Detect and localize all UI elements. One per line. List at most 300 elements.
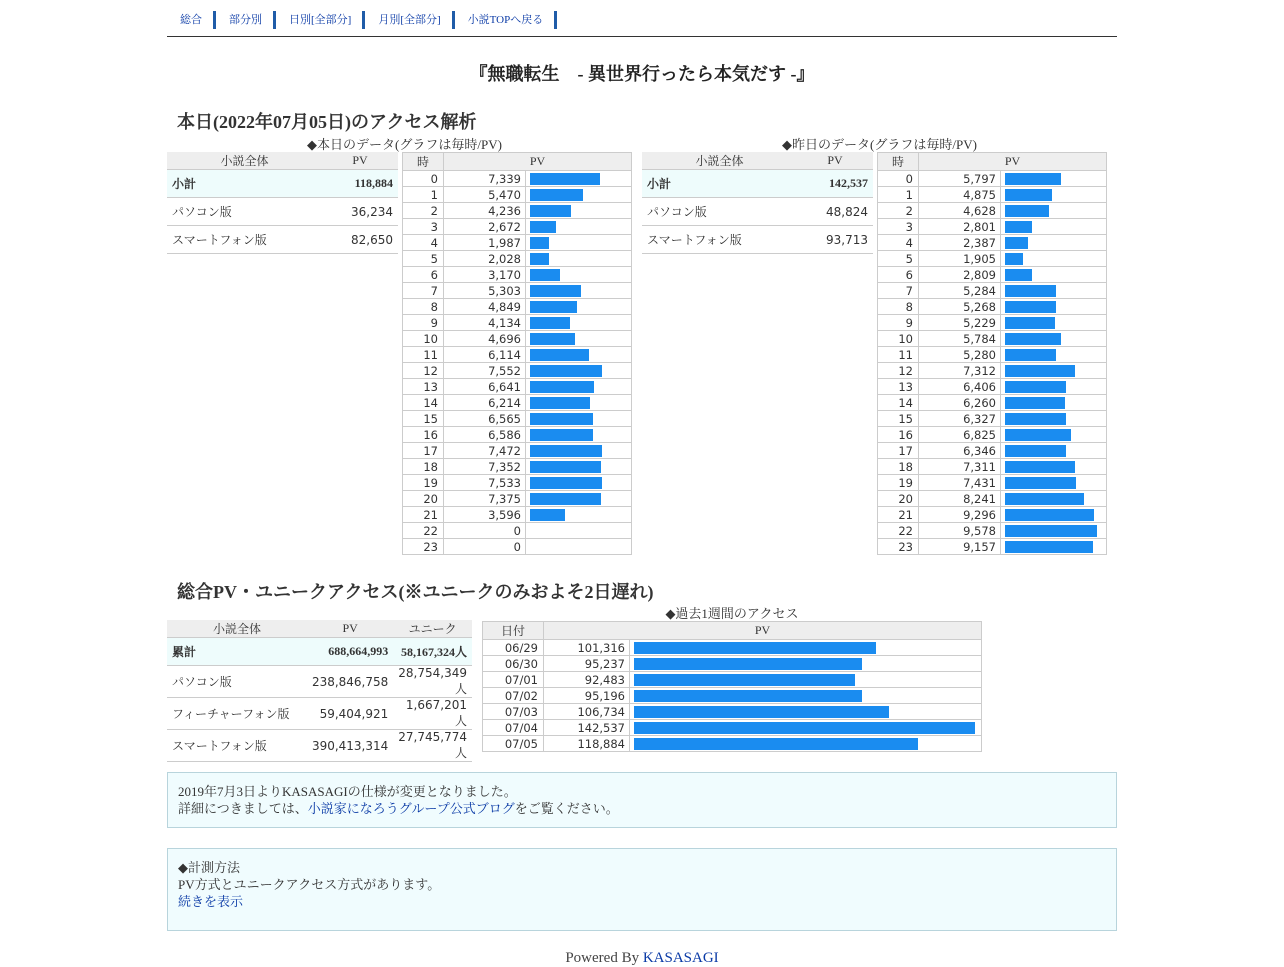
week-caption: ◆過去1週間のアクセス bbox=[665, 606, 799, 621]
bar bbox=[530, 413, 593, 425]
row-value: 48,824 bbox=[797, 198, 873, 226]
nav-item-overall[interactable] bbox=[167, 11, 216, 29]
row-value: 93,713 bbox=[797, 226, 873, 254]
bar bbox=[1005, 317, 1055, 329]
table-row bbox=[167, 730, 472, 762]
bar-label: 7 bbox=[403, 283, 444, 299]
bar-label: 8 bbox=[878, 299, 919, 315]
nav-link-monthly[interactable]: 月別[全部分] bbox=[378, 14, 441, 26]
bar-cell bbox=[1001, 475, 1107, 491]
col-header: 時 bbox=[403, 153, 444, 171]
bar-row bbox=[878, 379, 1107, 395]
bar bbox=[530, 461, 601, 473]
bar bbox=[530, 173, 600, 185]
today-hourly-table bbox=[402, 152, 632, 555]
row-unique: 27,745,774人 bbox=[393, 730, 472, 762]
col-header: PV bbox=[544, 622, 982, 640]
bar-row bbox=[483, 672, 982, 688]
bar bbox=[1005, 173, 1061, 185]
bar-label: 19 bbox=[403, 475, 444, 491]
bar-row bbox=[878, 219, 1107, 235]
bar-row bbox=[403, 299, 632, 315]
bar-row bbox=[403, 363, 632, 379]
bar-value: 95,237 bbox=[544, 656, 630, 672]
row-value: 118,884 bbox=[322, 170, 398, 198]
bar-value: 101,316 bbox=[544, 640, 630, 656]
table-row bbox=[642, 170, 873, 198]
bar-row bbox=[878, 187, 1107, 203]
bar-value: 6,114 bbox=[444, 347, 526, 363]
row-unique: 1,667,201人 bbox=[393, 698, 472, 730]
bar-row bbox=[878, 523, 1107, 539]
method-text: PV方式とユニークアクセス方式があります。 bbox=[178, 877, 441, 892]
bar-label: 13 bbox=[403, 379, 444, 395]
bar-label: 18 bbox=[878, 459, 919, 475]
bar-row bbox=[403, 267, 632, 283]
bar-value: 7,312 bbox=[919, 363, 1001, 379]
footer bbox=[167, 950, 1117, 967]
bar-label: 22 bbox=[403, 523, 444, 539]
bar-label: 16 bbox=[878, 427, 919, 443]
bar-cell bbox=[526, 203, 632, 219]
bar-cell bbox=[1001, 315, 1107, 331]
bar-cell bbox=[630, 704, 982, 720]
bar-label: 2 bbox=[403, 203, 444, 219]
nav-link-novel-top[interactable]: 小説TOPへ戻る bbox=[467, 14, 544, 26]
bar-label: 11 bbox=[878, 347, 919, 363]
bar-label: 23 bbox=[878, 539, 919, 555]
row-label: パソコン版 bbox=[167, 198, 322, 226]
bar bbox=[634, 658, 862, 670]
bar-cell bbox=[1001, 187, 1107, 203]
bar-cell bbox=[630, 656, 982, 672]
bar-row bbox=[483, 640, 982, 656]
today-heading: 本日(2022年07月05日)のアクセス解析 bbox=[177, 112, 477, 132]
bar-cell bbox=[1001, 459, 1107, 475]
bar-cell bbox=[526, 219, 632, 235]
bar bbox=[1005, 301, 1056, 313]
bar-row bbox=[403, 219, 632, 235]
bar-row bbox=[878, 459, 1107, 475]
nav-item-parts[interactable] bbox=[216, 11, 276, 29]
bar bbox=[1005, 365, 1075, 377]
nav-item-monthly[interactable] bbox=[365, 11, 454, 29]
bar-row bbox=[878, 363, 1107, 379]
bar-cell bbox=[1001, 363, 1107, 379]
bar bbox=[530, 269, 560, 281]
method-box bbox=[167, 848, 1117, 931]
bar-value: 118,884 bbox=[544, 736, 630, 752]
bar-cell bbox=[526, 427, 632, 443]
bar bbox=[1005, 541, 1093, 553]
bar-cell bbox=[526, 347, 632, 363]
bar-row bbox=[403, 235, 632, 251]
bar-value: 0 bbox=[444, 539, 526, 555]
bar-cell bbox=[1001, 171, 1107, 187]
bar-row bbox=[403, 475, 632, 491]
row-label: 小計 bbox=[642, 170, 797, 198]
bar-value: 4,134 bbox=[444, 315, 526, 331]
bar bbox=[1005, 237, 1028, 249]
bar-label: 06/29 bbox=[483, 640, 544, 656]
bar-label: 23 bbox=[403, 539, 444, 555]
bar bbox=[1005, 461, 1075, 473]
bar-cell bbox=[526, 235, 632, 251]
bar-row bbox=[403, 187, 632, 203]
bar-label: 17 bbox=[403, 443, 444, 459]
bar-value: 6,327 bbox=[919, 411, 1001, 427]
bar-cell bbox=[1001, 411, 1107, 427]
bar bbox=[1005, 509, 1094, 521]
bar-label: 07/03 bbox=[483, 704, 544, 720]
bar-value: 7,431 bbox=[919, 475, 1001, 491]
col-header: PV bbox=[307, 620, 393, 638]
bar-row bbox=[403, 283, 632, 299]
bar bbox=[530, 381, 594, 393]
col-header: PV bbox=[919, 153, 1107, 171]
bar bbox=[1005, 445, 1066, 457]
bar-label: 12 bbox=[878, 363, 919, 379]
novel-title: 『無職転生 - 異世界行ったら本気だす -』 bbox=[469, 64, 815, 84]
nav-link-daily[interactable]: 日別[全部分] bbox=[289, 14, 352, 26]
table-row bbox=[167, 666, 472, 698]
bar-value: 2,387 bbox=[919, 235, 1001, 251]
bar-label: 10 bbox=[878, 331, 919, 347]
bar-label: 21 bbox=[403, 507, 444, 523]
bar-row bbox=[878, 315, 1107, 331]
bar-row bbox=[403, 507, 632, 523]
bar bbox=[530, 509, 565, 521]
bar bbox=[634, 642, 876, 654]
bar-value: 142,537 bbox=[544, 720, 630, 736]
bar-cell bbox=[1001, 331, 1107, 347]
bar-value: 106,734 bbox=[544, 704, 630, 720]
bar-label: 11 bbox=[403, 347, 444, 363]
table-row bbox=[167, 638, 472, 666]
bar bbox=[1005, 285, 1056, 297]
bar-label: 6 bbox=[878, 267, 919, 283]
bar bbox=[530, 253, 549, 265]
bar-value: 3,596 bbox=[444, 507, 526, 523]
bar-cell bbox=[526, 523, 632, 539]
bar-row bbox=[403, 395, 632, 411]
bar-cell bbox=[630, 672, 982, 688]
bar-value: 5,284 bbox=[919, 283, 1001, 299]
bar bbox=[634, 706, 889, 718]
col-header: 小説全体 bbox=[642, 152, 797, 170]
week-table bbox=[482, 621, 982, 752]
bar-row bbox=[483, 720, 982, 736]
nav-item-daily[interactable] bbox=[276, 11, 365, 29]
bar-row bbox=[403, 315, 632, 331]
row-label: スマートフォン版 bbox=[167, 226, 322, 254]
bar-label: 19 bbox=[878, 475, 919, 491]
bar-row bbox=[878, 235, 1107, 251]
bar-row bbox=[878, 539, 1107, 555]
bar-value: 4,236 bbox=[444, 203, 526, 219]
bar bbox=[1005, 493, 1084, 505]
bar-cell bbox=[1001, 203, 1107, 219]
bar-cell bbox=[526, 379, 632, 395]
bar-value: 2,801 bbox=[919, 219, 1001, 235]
bar-row bbox=[403, 443, 632, 459]
notice-line1: 2019年7月3日よりKASASAGIの仕様が変更となりました。 bbox=[178, 784, 517, 799]
bar-label: 21 bbox=[878, 507, 919, 523]
row-label: パソコン版 bbox=[167, 666, 307, 698]
bar bbox=[1005, 413, 1066, 425]
bar-row bbox=[483, 656, 982, 672]
row-value: 82,650 bbox=[322, 226, 398, 254]
bar-value: 7,552 bbox=[444, 363, 526, 379]
row-unique: 28,754,349人 bbox=[393, 666, 472, 698]
row-unique: 58,167,324人 bbox=[393, 638, 472, 666]
bar bbox=[1005, 189, 1052, 201]
bar-row bbox=[878, 347, 1107, 363]
bar-cell bbox=[526, 251, 632, 267]
bar-cell bbox=[630, 688, 982, 704]
bar-value: 0 bbox=[444, 523, 526, 539]
row-pv: 238,846,758 bbox=[307, 666, 393, 698]
bar-cell bbox=[526, 539, 632, 555]
bar-label: 0 bbox=[878, 171, 919, 187]
bar-value: 1,905 bbox=[919, 251, 1001, 267]
row-label: フィーチャーフォン版 bbox=[167, 698, 307, 730]
col-header: PV bbox=[444, 153, 632, 171]
bar bbox=[1005, 429, 1071, 441]
bar-row bbox=[878, 267, 1107, 283]
bar-label: 13 bbox=[878, 379, 919, 395]
table-row bbox=[167, 170, 398, 198]
bar-value: 5,784 bbox=[919, 331, 1001, 347]
yesterday-hourly-table bbox=[877, 152, 1107, 555]
bar bbox=[634, 738, 918, 750]
bar-row bbox=[878, 331, 1107, 347]
bar bbox=[1005, 221, 1032, 233]
bar-value: 5,470 bbox=[444, 187, 526, 203]
bar bbox=[1005, 269, 1032, 281]
nav-item-novel-top[interactable] bbox=[455, 11, 558, 29]
bar-cell bbox=[526, 363, 632, 379]
bar bbox=[1005, 397, 1065, 409]
table-row bbox=[642, 198, 873, 226]
bar-row bbox=[403, 347, 632, 363]
bar-label: 1 bbox=[878, 187, 919, 203]
nav-link-overall[interactable]: 総合 bbox=[180, 14, 202, 26]
table-row bbox=[167, 226, 398, 254]
bar bbox=[1005, 525, 1097, 537]
bar-value: 6,260 bbox=[919, 395, 1001, 411]
kasasagi-link[interactable]: KASASAGI bbox=[642, 950, 719, 966]
bar-value: 5,229 bbox=[919, 315, 1001, 331]
bar-row bbox=[483, 736, 982, 752]
table-row bbox=[167, 698, 472, 730]
bar-value: 9,578 bbox=[919, 523, 1001, 539]
bar bbox=[530, 397, 590, 409]
bar-value: 2,672 bbox=[444, 219, 526, 235]
bar bbox=[1005, 333, 1061, 345]
bar-cell bbox=[1001, 491, 1107, 507]
bar-row bbox=[403, 251, 632, 267]
col-header: PV bbox=[797, 152, 873, 170]
bar bbox=[530, 205, 571, 217]
total-heading: 総合PV・ユニークアクセス(※ユニークのみおよそ2日遅れ) bbox=[177, 582, 654, 602]
bar bbox=[530, 493, 601, 505]
bar-cell bbox=[1001, 443, 1107, 459]
bar-label: 15 bbox=[878, 411, 919, 427]
bar-value: 5,268 bbox=[919, 299, 1001, 315]
bar-cell bbox=[526, 459, 632, 475]
bar-cell bbox=[526, 331, 632, 347]
bar-value: 5,280 bbox=[919, 347, 1001, 363]
row-value: 142,537 bbox=[797, 170, 873, 198]
bar-cell bbox=[1001, 507, 1107, 523]
notice-line2 bbox=[178, 800, 1106, 817]
table-row bbox=[642, 226, 873, 254]
bar-label: 20 bbox=[403, 491, 444, 507]
bar-row bbox=[878, 203, 1107, 219]
bar-cell bbox=[526, 411, 632, 427]
bar-cell bbox=[526, 491, 632, 507]
bar-row bbox=[403, 411, 632, 427]
bar-label: 07/02 bbox=[483, 688, 544, 704]
bar-value: 7,311 bbox=[919, 459, 1001, 475]
bar-row bbox=[878, 251, 1107, 267]
bar bbox=[530, 477, 602, 489]
bar-cell bbox=[526, 187, 632, 203]
bar bbox=[530, 301, 577, 313]
row-label: スマートフォン版 bbox=[167, 730, 307, 762]
bar bbox=[530, 237, 549, 249]
bar-cell bbox=[1001, 251, 1107, 267]
blog-link[interactable]: 小説家になろうグループ公式ブログ bbox=[307, 801, 515, 816]
bar-label: 3 bbox=[403, 219, 444, 235]
bar-label: 12 bbox=[403, 363, 444, 379]
bar-cell bbox=[526, 395, 632, 411]
bar-label: 17 bbox=[878, 443, 919, 459]
bar-label: 22 bbox=[878, 523, 919, 539]
bar bbox=[530, 317, 570, 329]
bar bbox=[1005, 381, 1066, 393]
bar-label: 7 bbox=[878, 283, 919, 299]
today-summary-table bbox=[167, 152, 398, 254]
bar-cell bbox=[526, 475, 632, 491]
bar-row bbox=[403, 491, 632, 507]
yesterday-summary-table bbox=[642, 152, 873, 254]
bar-value: 2,809 bbox=[919, 267, 1001, 283]
bar bbox=[1005, 349, 1056, 361]
bar-cell bbox=[1001, 427, 1107, 443]
bar-row bbox=[878, 507, 1107, 523]
row-pv: 59,404,921 bbox=[307, 698, 393, 730]
bar-row bbox=[403, 523, 632, 539]
bar-value: 4,696 bbox=[444, 331, 526, 347]
bar bbox=[530, 445, 602, 457]
bar-value: 4,628 bbox=[919, 203, 1001, 219]
show-more-link[interactable]: 続きを表示 bbox=[178, 894, 244, 909]
bar-cell bbox=[1001, 219, 1107, 235]
bar bbox=[530, 285, 581, 297]
bar-cell bbox=[630, 720, 982, 736]
bar-value: 5,797 bbox=[919, 171, 1001, 187]
bar-row bbox=[403, 203, 632, 219]
bar bbox=[634, 722, 975, 734]
bar bbox=[634, 690, 862, 702]
bar-value: 7,339 bbox=[444, 171, 526, 187]
bar-cell bbox=[526, 315, 632, 331]
bar-value: 1,987 bbox=[444, 235, 526, 251]
page-container bbox=[167, 0, 1117, 966]
bar-value: 6,825 bbox=[919, 427, 1001, 443]
row-pv: 390,413,314 bbox=[307, 730, 393, 762]
bar-label: 18 bbox=[403, 459, 444, 475]
nav-link-parts[interactable]: 部分別 bbox=[229, 14, 262, 26]
bar-value: 6,214 bbox=[444, 395, 526, 411]
bar bbox=[530, 221, 556, 233]
bar-cell bbox=[526, 443, 632, 459]
bar-cell bbox=[1001, 235, 1107, 251]
bar bbox=[530, 189, 583, 201]
bar-value: 4,875 bbox=[919, 187, 1001, 203]
bar-value: 4,849 bbox=[444, 299, 526, 315]
col-header: 時 bbox=[878, 153, 919, 171]
bar-row bbox=[483, 704, 982, 720]
bar-row bbox=[878, 283, 1107, 299]
row-label: パソコン版 bbox=[642, 198, 797, 226]
bar-value: 6,346 bbox=[919, 443, 1001, 459]
bar-label: 4 bbox=[878, 235, 919, 251]
bar bbox=[1005, 205, 1049, 217]
bar-row bbox=[403, 539, 632, 555]
bar-row bbox=[403, 171, 632, 187]
bar-label: 4 bbox=[403, 235, 444, 251]
row-value: 36,234 bbox=[322, 198, 398, 226]
bar-label: 07/05 bbox=[483, 736, 544, 752]
bar-value: 9,157 bbox=[919, 539, 1001, 555]
bar-cell bbox=[1001, 523, 1107, 539]
bar-row bbox=[878, 443, 1107, 459]
row-label: スマートフォン版 bbox=[642, 226, 797, 254]
bar-label: 5 bbox=[403, 251, 444, 267]
bar-label: 07/01 bbox=[483, 672, 544, 688]
bar-value: 2,028 bbox=[444, 251, 526, 267]
bar-row bbox=[878, 491, 1107, 507]
bar-cell bbox=[1001, 299, 1107, 315]
bar-value: 6,641 bbox=[444, 379, 526, 395]
bar-value: 7,375 bbox=[444, 491, 526, 507]
bar-row bbox=[878, 299, 1107, 315]
bar bbox=[530, 365, 602, 377]
bar-label: 6 bbox=[403, 267, 444, 283]
bar-label: 14 bbox=[878, 395, 919, 411]
bar-cell bbox=[526, 267, 632, 283]
bar bbox=[530, 333, 575, 345]
bar-cell bbox=[526, 283, 632, 299]
bar-cell bbox=[526, 171, 632, 187]
method-title: ◆計測方法 bbox=[178, 860, 240, 875]
bar-row bbox=[403, 427, 632, 443]
bar-label: 07/04 bbox=[483, 720, 544, 736]
bar bbox=[1005, 477, 1076, 489]
bar-label: 10 bbox=[403, 331, 444, 347]
table-row bbox=[167, 198, 398, 226]
bar-value: 9,296 bbox=[919, 507, 1001, 523]
bar-cell bbox=[1001, 347, 1107, 363]
col-header: 日付 bbox=[483, 622, 544, 640]
bar-cell bbox=[1001, 283, 1107, 299]
bar-cell bbox=[526, 299, 632, 315]
footer-text: Powered By bbox=[565, 950, 643, 966]
bar-label: 16 bbox=[403, 427, 444, 443]
